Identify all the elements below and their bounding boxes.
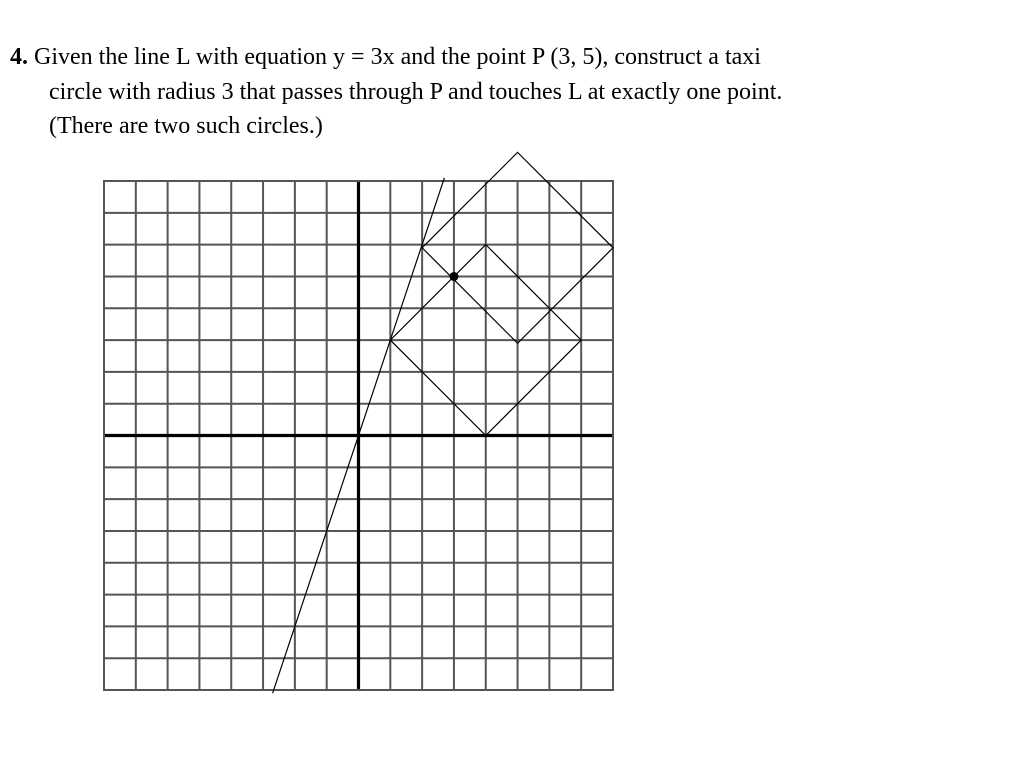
- point-P: [449, 272, 458, 281]
- problem-line-3: (There are two such circles.): [49, 113, 323, 139]
- problem-number: 4.: [10, 44, 28, 70]
- problem-line-2: circle with radius 3 that passes through P and touches L at exactly one point.: [49, 78, 783, 105]
- problem-text-1: Given the line L with equation y = 3x and the point P (3, 5), construct a taxi: [34, 44, 761, 70]
